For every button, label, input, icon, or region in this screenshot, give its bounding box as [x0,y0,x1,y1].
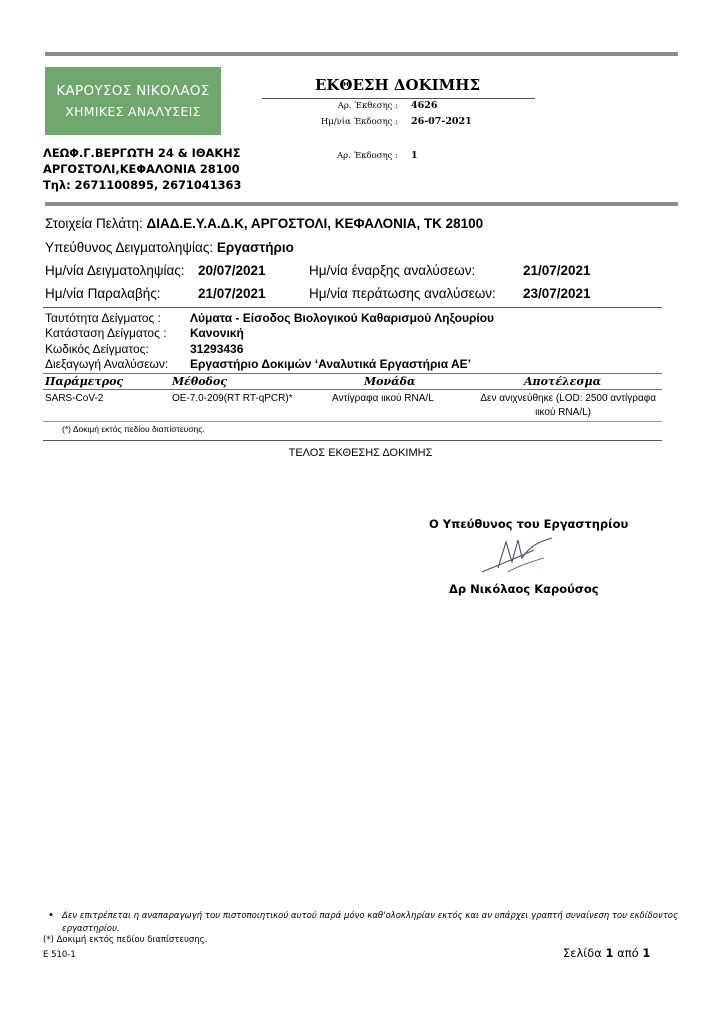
lab-subtitle: ΧΗΜΙΚΕΣ ΑΝΑΛΥΣΕΙΣ [65,104,201,119]
report-date: 26-07-2021 [411,116,472,127]
report-date-label: Ημ/νία Έκδοσης : [320,117,398,127]
report-title-underline [262,98,535,99]
sample-status-label: Κατάσταση Δείγματος : [45,326,167,340]
cell-parameter: SARS-CoV-2 [45,393,104,404]
header-unit: Μονάδα [364,375,416,388]
page-number: 1 [605,946,614,960]
signature-image [478,532,556,578]
lab-phone: Τηλ: 2671100895, 2671041363 [43,178,242,192]
analysis-performed: Εργαστήριο Δοκιμών ‘Αναλυτικά Εργαστήρια ΑΕ’ [190,357,471,371]
table-header-line [43,389,662,390]
analysis-start-label: Ημ/νία έναρξης αναλύσεων: [309,263,476,278]
cell-result-line1: Δεν ανιχνεύθηκε (LOD: 2500 αντίγραφα [480,393,656,404]
sampling-date-label: Ημ/νία Δειγματοληψίας: [45,263,185,278]
analysis-performed-label: Διεξαγωγή Αναλύσεων: [45,357,169,371]
section-divider [43,307,662,308]
bullet-icon: • [48,910,54,921]
lab-address-line2: ΑΡΓΟΣΤΟΛΙ,ΚΕΦΑΛΟΝΙΑ 28100 [43,162,240,176]
end-of-report: ΤΕΛΟΣ ΕΚΘΕΣΗΣ ΔΟΚΙΜΗΣ [288,447,433,459]
client-row [45,216,483,231]
receipt-date-label: Ημ/νία Παραλαβής: [45,286,161,301]
analysis-start: 21/07/2021 [523,263,591,278]
header-method: Μέθοδος [172,375,227,388]
sample-code: 31293436 [190,342,244,356]
sampler-label: Υπεύθυνος Δειγματοληψίας: [45,240,214,255]
footer-note: (*) Δοκιμή εκτός πεδίου διαπίστευσης. [43,935,208,945]
cell-result-line2: ιικού RNA/L) [535,407,591,418]
footer-code: E 510-1 [43,950,76,960]
footer-disclaimer: Δεν επιτρέπεται η αναπαραγωγή του πιστοποιητικού αυτού παρά μόνο καθ'ολοκληρίαν εκτός και αν υπάρχει γραπτή συναίνεση του εκδίδοντος εργαστηρίου. [62,911,678,934]
report-issue-label: Αρ. Έκδοσης : [337,151,398,161]
sample-identity: Λύματα - Είσοδος Βιολογικού Καθαρισμού Ληξουρίου [190,311,495,325]
cell-unit: Αντίγραφα ιικού RNA/L [332,393,434,404]
sampler-row [45,240,294,255]
report-number: 4626 [411,100,438,111]
report-number-label: Αρ. Έκθεσης : [337,101,398,111]
signatory-name: Δρ Νικόλαος Καρούσος [449,582,599,596]
table-row-line [43,421,662,422]
analysis-end-label: Ημ/νία περάτωσης αναλύσεων: [309,286,496,301]
lab-logo [45,67,221,135]
signatory-title: Ο Υπεύθυνος του Εργαστηρίου [429,517,629,531]
lab-name: ΚΑΡΟΥΣΟΣ ΝΙΚΟΛΑΟΣ [56,83,210,99]
report-title: ΕΚΘΕΣΗ ΔΟΚΙΜΗΣ [314,76,481,94]
mid-divider [45,202,678,206]
page-total: 1 [642,946,651,960]
client-value: ΔΙΑΔ.Ε.Υ.Α.Δ.Κ, ΑΡΓΟΣΤΟΛΙ, ΚΕΦΑΛΟΝΙΑ, ΤΚ 28100 [146,216,484,231]
receipt-date: 21/07/2021 [198,286,266,301]
header-result: Αποτέλεσμα [524,375,602,388]
sampler-value: Εργαστήριο [216,240,294,255]
sample-code-label: Κωδικός Δείγματος: [45,342,149,356]
table-footnote: (*) Δοκιμή εκτός πεδίου διαπίστευσης. [62,424,205,434]
cell-method: ΟΕ-7.0-209(RT RT-qPCR)* [172,393,293,404]
analysis-end: 23/07/2021 [523,286,591,301]
sampling-date: 20/07/2021 [198,263,266,278]
page-indicator [563,946,650,960]
top-divider [45,52,678,56]
sample-status: Κανονική [190,326,244,340]
client-label: Στοιχεία Πελάτη: [45,216,143,231]
page-prefix: Σελίδα [563,946,602,960]
header-parameter: Παράμετρος [45,375,124,388]
table-bottom-line [43,440,662,441]
table-top-line [43,373,662,374]
sample-identity-label: Ταυτότητα Δείγματος : [45,311,161,325]
page-of: από [617,946,639,960]
lab-address-line1: ΛΕΩΦ.Γ.ΒΕΡΓΩΤΗ 24 & ΙΘΑΚΗΣ [43,146,241,160]
report-issue: 1 [411,150,418,161]
